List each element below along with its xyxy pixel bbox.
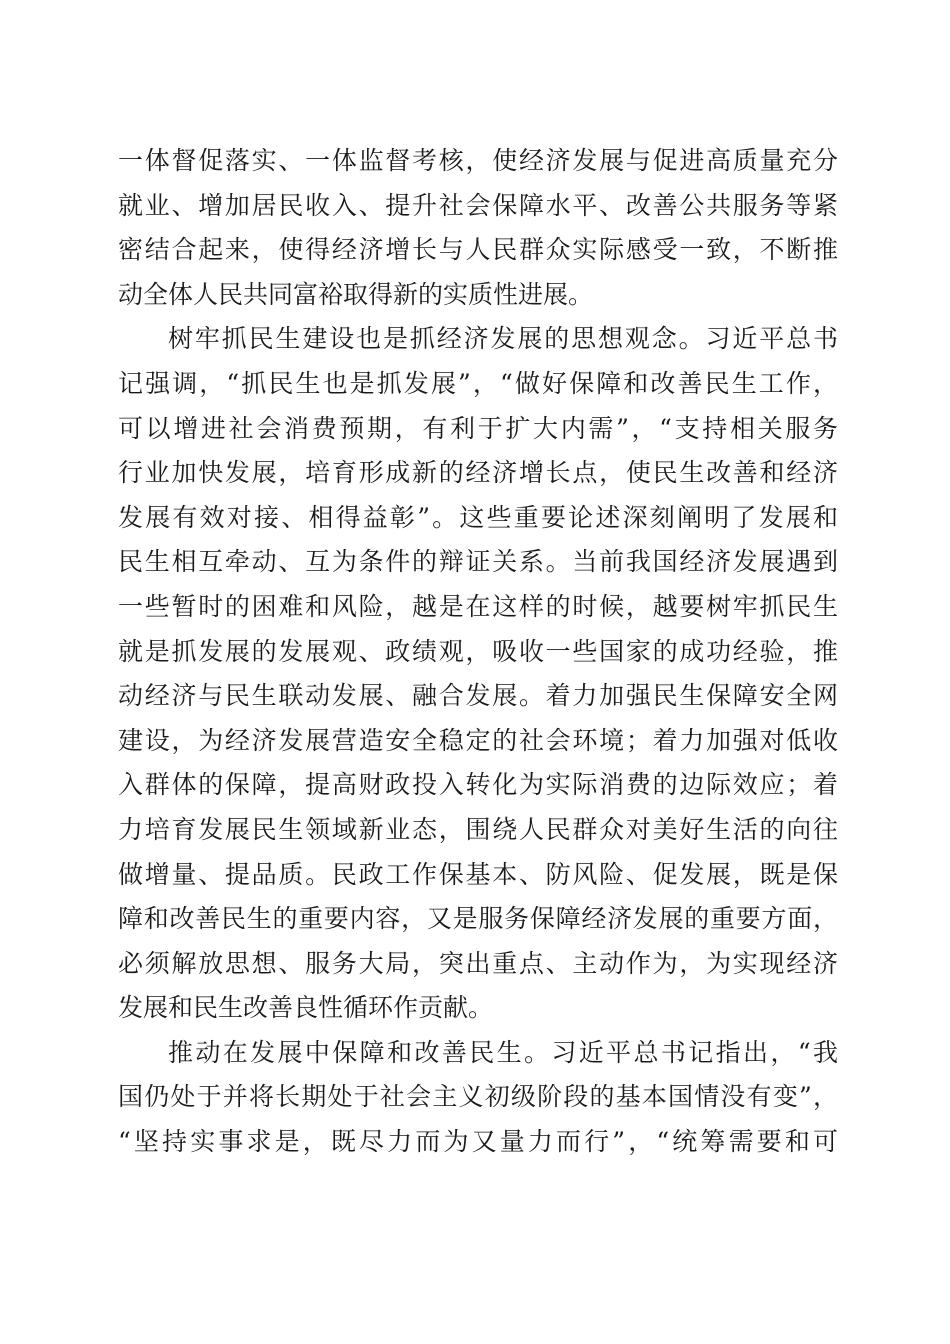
text-line: 发展和民生改善良性循环作贡献。 bbox=[118, 993, 494, 1023]
text-line: 力培育发展民生领域新业态，围绕人民群众对美好生活的向往 bbox=[118, 814, 838, 844]
body-text bbox=[118, 139, 838, 1165]
text-line: 一体督促落实、一体监督考核，使经济发展与促进高质量充分 bbox=[118, 146, 838, 175]
text-line: “坚持实事求是，既尽力而为又量力而行”，“统筹需要和可 bbox=[118, 1127, 838, 1157]
text-line: 动全体人民共同富裕取得新的实质性进展。 bbox=[118, 279, 594, 309]
text-line: 必须解放思想、服务大局，突出重点、主动作为，为实现经济 bbox=[118, 948, 838, 978]
text-line: 可以增进社会消费预期，有利于扩大内需”，“支持相关服务 bbox=[118, 413, 838, 443]
text-line: 记强调，“抓民生也是抓发展”，“做好保障和改善民生工作， bbox=[118, 368, 838, 398]
text-line: 一些暂时的困难和风险，越是在这样的时候，越要树牢抓民生 bbox=[118, 591, 838, 621]
text-line: 建设，为经济发展营造安全稳定的社会环境；着力加强对低收 bbox=[118, 725, 838, 755]
text-line: 入群体的保障，提高财政投入转化为实际消费的边际效应；着 bbox=[118, 770, 838, 800]
text-line: 密结合起来，使得经济增长与人民群众实际感受一致，不断推 bbox=[118, 235, 838, 265]
text-line: 障和改善民生的重要内容，又是服务保障经济发展的重要方面， bbox=[118, 904, 838, 934]
text-line: 发展有效对接、相得益彰”。这些重要论述深刻阐明了发展和 bbox=[118, 502, 838, 532]
text-line: 动经济与民生联动发展、融合发展。着力加强民生保障安全网 bbox=[118, 681, 838, 711]
text-line: 国仍处于并将长期处于社会主义初级阶段的基本国情没有变”， bbox=[118, 1082, 838, 1112]
text-line: 民生相互牵动、互为条件的辩证关系。当前我国经济发展遇到 bbox=[118, 547, 838, 577]
text-line: 就业、增加居民收入、提升社会保障水平、改善公共服务等紧 bbox=[118, 190, 838, 220]
text-line: 推动在发展中保障和改善民生。习近平总书记指出，“我 bbox=[168, 1037, 838, 1067]
text-line: 做增量、提品质。民政工作保基本、防风险、促发展，既是保 bbox=[118, 859, 838, 889]
text-line: 行业加快发展，培育形成新的经济增长点，使民生改善和经济 bbox=[118, 458, 838, 488]
text-line: 树牢抓民生建设也是抓经济发展的思想观念。习近平总书 bbox=[168, 324, 838, 354]
text-line: 就是抓发展的发展观、政绩观，吸收一些国家的成功经验，推 bbox=[118, 636, 838, 666]
